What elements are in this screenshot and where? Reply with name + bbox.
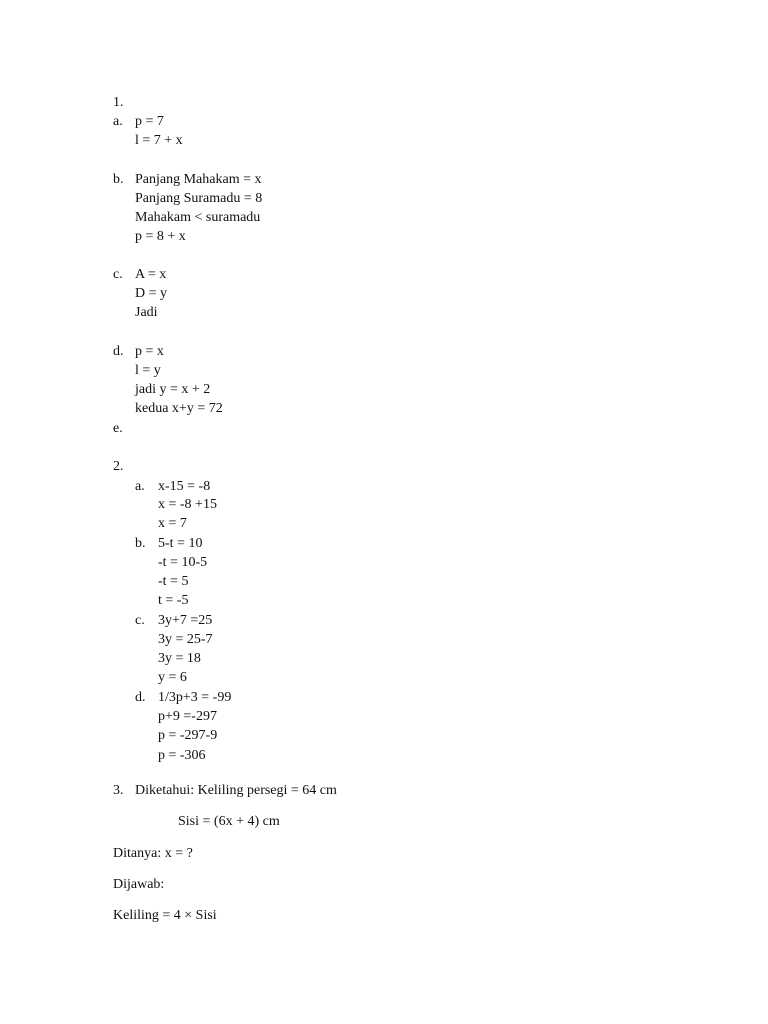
q1-number: 1.	[113, 95, 124, 110]
q1b-line: p = 8 + x	[135, 229, 186, 244]
q1c-marker: c.	[113, 267, 123, 282]
q2b-line: 5-t = 10	[158, 536, 203, 551]
q1c-line: D = y	[135, 286, 168, 301]
q2d-marker: d.	[135, 690, 146, 705]
q2a-marker: a.	[135, 479, 145, 494]
q1b-marker: b.	[113, 172, 124, 187]
q1e-marker: e.	[113, 421, 123, 436]
q2c-line: 3y = 18	[158, 651, 201, 666]
q2c-line: 3y = 25-7	[158, 632, 213, 647]
q3-side: Sisi = (6x + 4) cm	[178, 814, 280, 829]
q1c-line: A = x	[135, 267, 167, 282]
q2a-line: x = -8 +15	[158, 497, 217, 512]
q2-number: 2.	[113, 459, 124, 474]
q2a-line: x-15 = -8	[158, 479, 211, 494]
q1a-line: l = 7 + x	[135, 133, 183, 148]
q2b-line: -t = 10-5	[158, 555, 208, 570]
q2c-line: 3y+7 =25	[158, 613, 213, 628]
q1b-line: Panjang Suramadu = 8	[135, 191, 263, 206]
q2b-marker: b.	[135, 536, 146, 551]
q3-asked: Ditanya: x = ?	[113, 846, 193, 861]
q1b-line: Panjang Mahakam = x	[135, 172, 262, 187]
q2c-marker: c.	[135, 613, 145, 628]
q1a-line: p = 7	[135, 114, 164, 129]
q2d-line: p = -297-9	[158, 728, 218, 743]
q2b-line: t = -5	[158, 593, 189, 608]
q3-number: 3.	[113, 783, 124, 798]
q2b-line: -t = 5	[158, 574, 189, 589]
q1d-line: l = y	[135, 363, 161, 378]
q2c-line: y = 6	[158, 670, 187, 685]
q2a-line: x = 7	[158, 516, 187, 531]
q2d-line: p+9 =-297	[158, 709, 217, 724]
q1b-line: Mahakam < suramadu	[135, 210, 261, 225]
q1a-marker: a.	[113, 114, 123, 129]
q1d-line: jadi y = x + 2	[135, 382, 211, 397]
q1d-line: p = x	[135, 344, 164, 359]
q2d-line: 1/3p+3 = -99	[158, 690, 232, 705]
q3-formula: Keliling = 4 × Sisi	[113, 908, 217, 923]
q1d-marker: d.	[113, 344, 124, 359]
q3-known: Diketahui: Keliling persegi = 64 cm	[135, 783, 337, 798]
q3-answered: Dijawab:	[113, 877, 165, 892]
q1d-line: kedua x+y = 72	[135, 401, 223, 416]
q2d-line: p = -306	[158, 748, 206, 763]
q1c-line: Jadi	[135, 305, 158, 320]
